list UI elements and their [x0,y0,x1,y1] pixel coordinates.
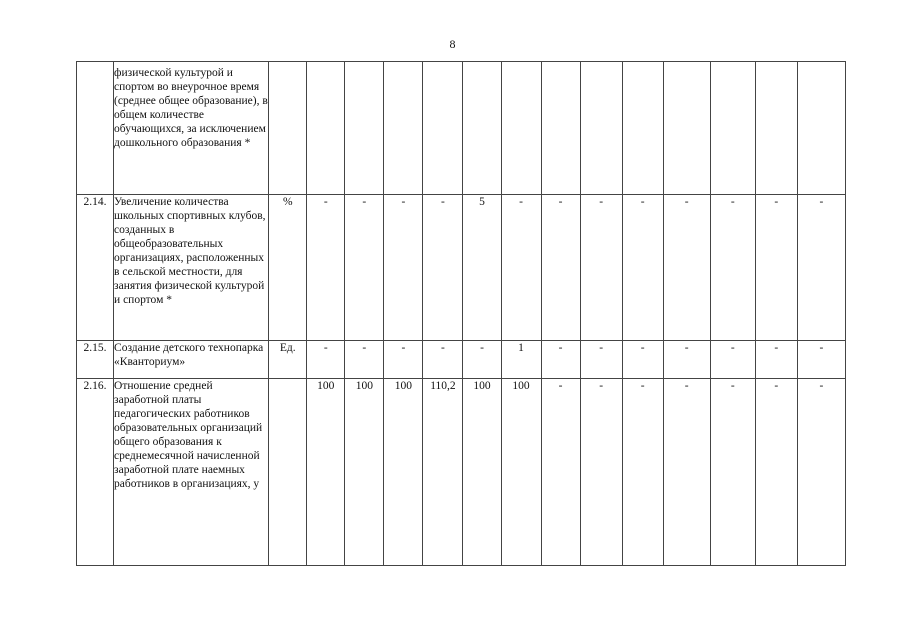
value-cell: - [580,379,622,566]
unit-cell [269,379,307,566]
value-cell: - [797,195,845,341]
unit-cell [269,62,307,195]
value-cell [663,62,710,195]
value-cell [423,62,463,195]
indicator-name-cell: Отношение средней заработной платы педагогических работников образовательных организаций общего образования к среднемесячной начисленной заработной плате наемных работников в организациях, у [114,379,269,566]
value-cell: - [384,341,423,379]
row-number-cell: 2.15. [77,341,114,379]
table-row [77,62,846,195]
value-cell: - [580,341,622,379]
value-cell: 100 [463,379,501,566]
value-cell: - [345,195,384,341]
value-cell: - [384,195,423,341]
indicators-table [76,61,846,566]
value-cell: - [755,379,797,566]
value-cell [797,62,845,195]
value-cell [384,62,423,195]
value-cell: - [541,379,580,566]
value-cell: - [797,341,845,379]
value-cell: 110,2 [423,379,463,566]
value-cell: - [541,195,580,341]
value-cell [755,62,797,195]
value-cell: - [755,195,797,341]
value-cell: 100 [384,379,423,566]
value-cell: 100 [307,379,345,566]
value-cell: - [710,379,755,566]
value-cell: - [710,341,755,379]
indicator-name-cell: физической культурой и спортом во внеурочное время (среднее общее образование), в общем количестве обучающихся, за исключением дошкольного образования * [114,62,269,195]
value-cell: - [307,195,345,341]
value-cell: - [755,341,797,379]
value-cell: - [797,379,845,566]
value-cell: - [622,341,663,379]
value-cell: - [710,195,755,341]
value-cell [622,62,663,195]
value-cell: - [541,341,580,379]
value-cell [345,62,384,195]
table-row [77,341,846,379]
unit-cell: % [269,195,307,341]
value-cell: - [345,341,384,379]
value-cell [501,62,541,195]
value-cell: - [663,379,710,566]
value-cell: 100 [501,379,541,566]
value-cell [580,62,622,195]
value-cell: - [423,195,463,341]
value-cell: - [580,195,622,341]
unit-cell: Ед. [269,341,307,379]
value-cell [463,62,501,195]
table-row [77,379,846,566]
value-cell: - [622,379,663,566]
value-cell: - [423,341,463,379]
row-number-cell: 2.16. [77,379,114,566]
value-cell [710,62,755,195]
value-cell: 1 [501,341,541,379]
table-row [77,195,846,341]
value-cell [541,62,580,195]
indicator-name-cell: Увеличение количества школьных спортивных клубов, созданных в общеобразовательных организациях, расположенных в сельской местности, для занятия физической культурой и спортом * [114,195,269,341]
value-cell: - [663,341,710,379]
value-cell: - [501,195,541,341]
page-number: 8 [449,37,456,51]
row-number-cell: 2.14. [77,195,114,341]
value-cell: 100 [345,379,384,566]
indicator-name-cell: Создание детского технопарка «Кванториум» [114,341,269,379]
row-number-cell [77,62,114,195]
value-cell: - [663,195,710,341]
value-cell: - [463,341,501,379]
value-cell: - [622,195,663,341]
value-cell [307,62,345,195]
value-cell: 5 [463,195,501,341]
value-cell: - [307,341,345,379]
